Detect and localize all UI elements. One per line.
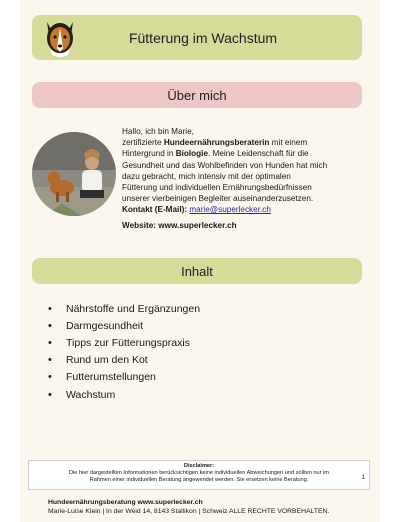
contents-list — [48, 300, 200, 403]
sheltie-logo-icon — [42, 18, 78, 58]
about-line-5: dazu gebracht, mich intensiv mit der optimalen — [122, 171, 291, 181]
website-line: Website: www.superlecker.ch — [122, 220, 237, 230]
page-title: Fütterung im Wachstum — [128, 29, 278, 46]
disclaimer-box — [28, 460, 370, 490]
woman-with-dog-photo-icon — [32, 132, 116, 216]
background-line: Hintergrund in Biologie. Meine Leidenschaft für die — [122, 149, 309, 159]
list-item: • Futterumstellungen — [48, 371, 156, 384]
footer-line-2: Marie-Luise Klein | In der Weid 14, 8143 Stallikon | Schweiz ALLE RECHTE VORBEHALTEN. — [48, 508, 330, 515]
list-item: • Rund um den Kot — [48, 354, 148, 367]
about-line-4: Gesundheit und das Wohlbefinden von Hunden hat mich — [122, 160, 328, 170]
disclaimer-line-2: Rahmen einer individuellen Beratung angewendet werden. Sie ersetzen keine Beratung. — [89, 477, 309, 483]
bullet-icon: • — [48, 302, 52, 315]
bullet-icon: • — [48, 388, 52, 401]
about-line-7: unserer vierbeinigen Begleiter auseinanderzusetzen. — [122, 194, 314, 204]
list-item: • Wachstum — [48, 388, 116, 401]
email-link[interactable]: marie@superlecker.ch — [189, 205, 271, 215]
about-line-6: Fütterung und individuellen Ernährungsbedürfnissen — [122, 183, 312, 193]
list-item: • Nährstoffe und Ergänzungen — [48, 302, 201, 315]
contact-line — [122, 204, 370, 215]
greeting: Hallo, ich bin Marie, — [122, 127, 194, 136]
bullet-icon: • — [48, 336, 52, 349]
bullet-icon: • — [48, 371, 52, 384]
about-text — [122, 126, 370, 231]
footer — [48, 498, 329, 516]
about-heading: Über mich — [167, 87, 227, 103]
list-item: • Tipps zur Fütterungspraxis — [48, 336, 190, 349]
about-heading-banner — [32, 82, 362, 108]
contents-heading: Inhalt — [181, 263, 213, 279]
bullet-icon: • — [48, 354, 52, 367]
document-page — [20, 0, 380, 522]
disclaimer-line-1: Die hier dargestellten Informationen berücksichtigen keine individuellen Abweichungen und sollten nur im — [69, 470, 329, 476]
contact-label: Kontakt (E-Mail): — [122, 205, 190, 215]
footer-line-1: Hundeernährungsberatung www.superlecker.ch — [48, 499, 203, 506]
bullet-icon: • — [48, 319, 52, 332]
profile-photo — [32, 132, 116, 216]
disclaimer-heading: Disclaimer: — [183, 463, 215, 469]
qualification-line: zertifizierte Hundeernährungsberaterin mit einem — [122, 138, 308, 148]
list-item: • Darmgesundheit — [48, 319, 144, 332]
title-banner — [32, 15, 362, 60]
contents-heading-banner — [32, 258, 362, 284]
page-number: 1 — [361, 475, 365, 481]
